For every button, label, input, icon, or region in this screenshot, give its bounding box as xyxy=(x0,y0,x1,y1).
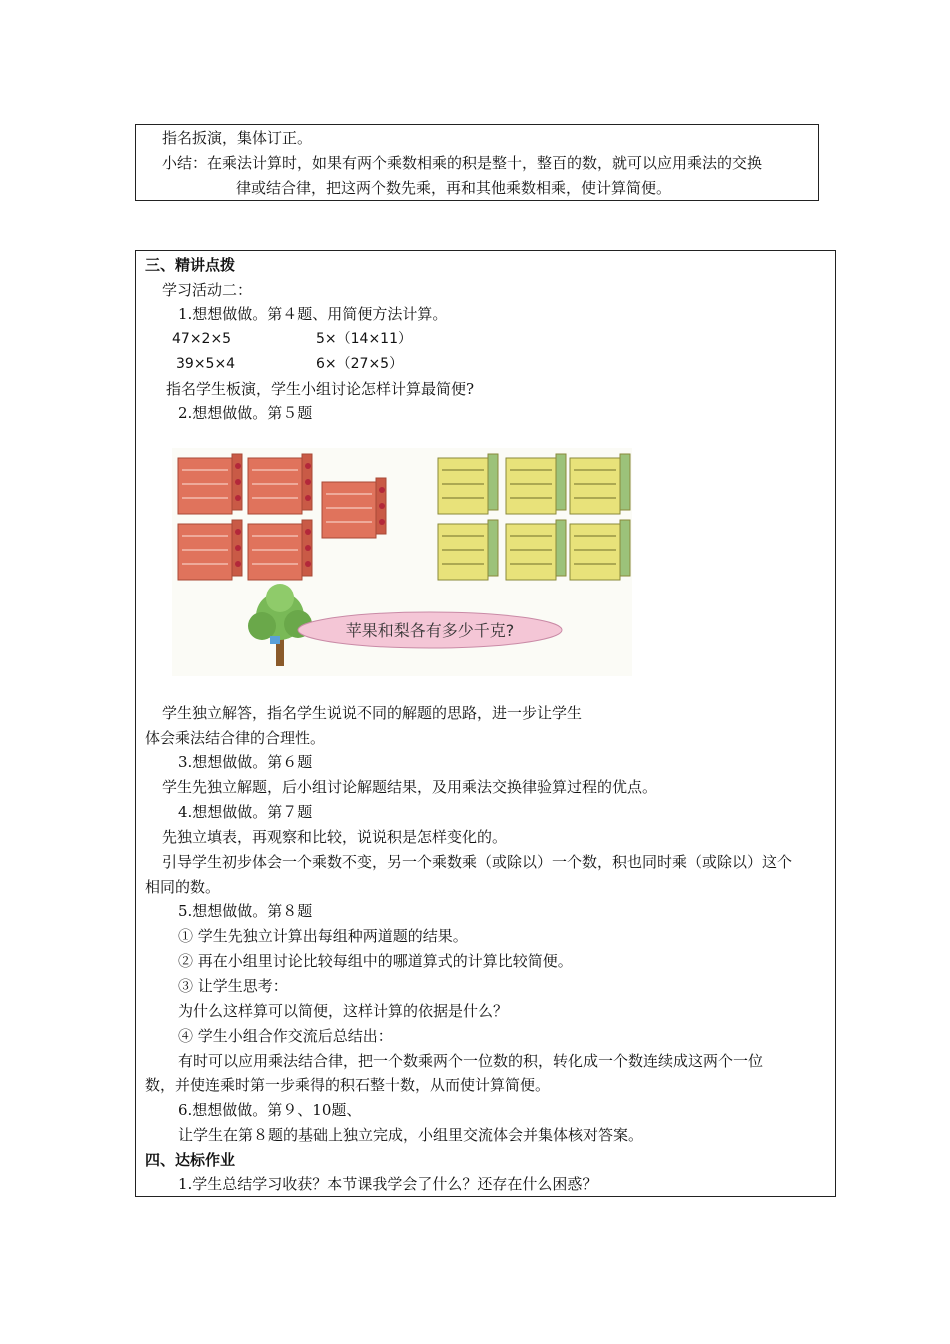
text-line: 先独立填表，再观察和比较，说说积是怎样变化的。 xyxy=(162,828,508,846)
text-line: ④ 学生小组合作交流后总结出： xyxy=(178,1027,393,1045)
text-line: 学生先独立解题，后小组讨论解题结果，及用乘法交换律验算过程的优点。 xyxy=(162,778,658,796)
pear-box xyxy=(570,454,630,514)
expression: 6×（27×5） xyxy=(316,356,404,372)
fruit-boxes-illustration xyxy=(172,448,632,676)
apple-box xyxy=(322,478,386,538)
apple-box xyxy=(248,454,312,514)
text-line: 6.想想做做。第９、10题、 xyxy=(178,1101,362,1119)
text-line: 有时可以应用乘法结合律，把一个数乘两个一位数的积，转化成一个数连续成这两个一位 xyxy=(178,1052,764,1070)
text-line: ① 学生先独立计算出每组种两道题的结果。 xyxy=(178,927,468,945)
section-heading: 三、精讲点拨 xyxy=(145,256,236,274)
pear-box xyxy=(570,520,630,580)
text-line: 3.想想做做。第６题 xyxy=(178,753,313,771)
text-line: 相同的数。 xyxy=(145,878,221,896)
text-line: 4.想想做做。第７题 xyxy=(178,803,313,821)
expression: 47×2×5 xyxy=(172,331,232,347)
text-line: 1.想想做做。第４题、用简便方法计算。 xyxy=(178,305,448,323)
text-line: 小结：在乘法计算时，如果有两个乘数相乘的积是整十，整百的数，就可以应用乘法的交换 xyxy=(162,154,763,172)
text-line: 律或结合律，把这两个数先乘，再和其他乘数相乘，使计算简便。 xyxy=(236,179,672,197)
text-line: 指名扳演，集体订正。 xyxy=(162,129,313,147)
text-line: 1.学生总结学习收获？本节课我学会了什么？还存在什么困惑？ xyxy=(178,1175,598,1193)
text-line: 数，并使连乘时第一步乘得的积石整十数，从而使计算简便。 xyxy=(145,1076,551,1094)
text-line: 指名学生板演，学生小组讨论怎样计算最简便? xyxy=(166,380,475,398)
text-line: 为什么这样算可以简便，这样计算的依据是什么？ xyxy=(178,1002,509,1020)
text-line: 让学生在第８题的基础上独立完成，小组里交流体会并集体核对答案。 xyxy=(178,1126,644,1144)
text-line: ② 再在小组里讨论比较每组中的哪道算式的计算比较简便。 xyxy=(178,952,573,970)
text-line: 学习活动二： xyxy=(162,281,253,299)
expression: 5×（14×11） xyxy=(316,331,412,347)
speech-bubble-text: 苹果和梨各有多少千克? xyxy=(345,621,515,640)
pear-box xyxy=(506,454,566,514)
text-line: ③ 让学生思考： xyxy=(178,977,288,995)
text-line: 学生独立解答，指名学生说说不同的解题的思路，进一步让学生 xyxy=(162,704,583,722)
text-line: 2.想想做做。第５题 xyxy=(178,404,313,422)
text-line: 5.想想做做。第８题 xyxy=(178,902,313,920)
text-line: 引导学生初步体会一个乘数不变，另一个乘数乘（或除以）一个数，积也同时乘（或除以）这个 xyxy=(162,853,793,871)
pear-box xyxy=(506,520,566,580)
apple-box xyxy=(248,520,312,580)
expression: 39×5×4 xyxy=(176,356,236,372)
apple-box xyxy=(178,520,242,580)
section-heading: 四、达标作业 xyxy=(145,1151,236,1169)
text-line: 体会乘法结合律的合理性。 xyxy=(145,729,326,747)
pear-box xyxy=(438,520,498,580)
apple-box xyxy=(178,454,242,514)
pear-box xyxy=(438,454,498,514)
